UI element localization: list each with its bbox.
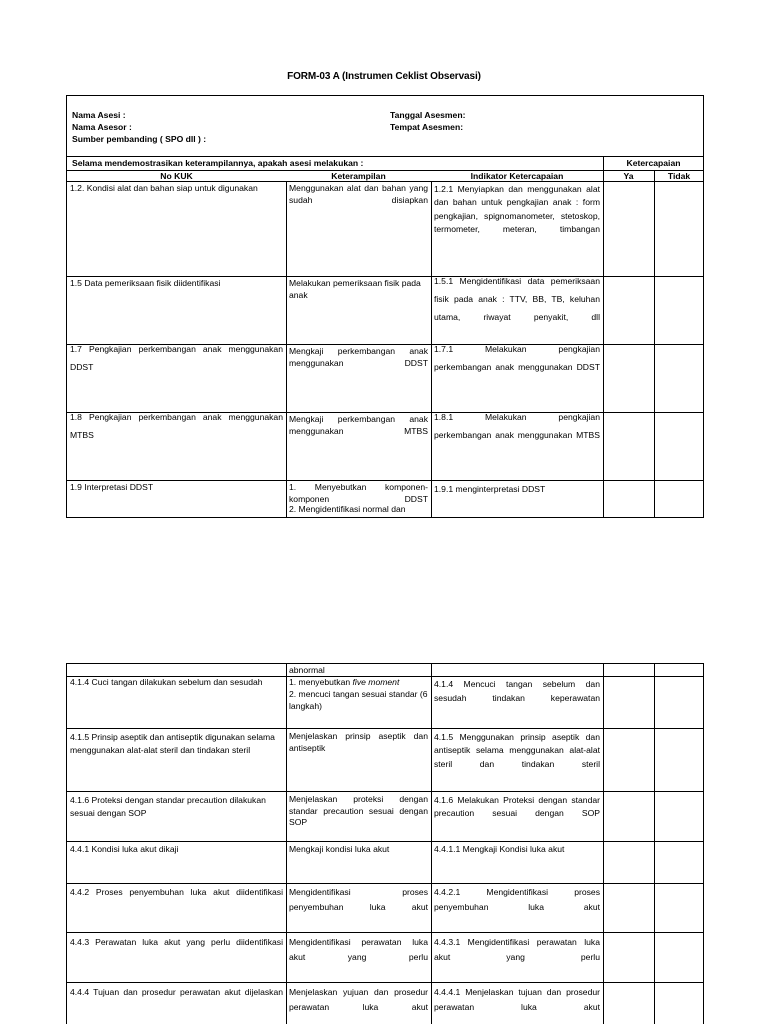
keterampilan-cell: Mengidentifikasi proses penyembuhan luka akut [289, 887, 428, 913]
keterampilan-continuation: abnormal [289, 665, 325, 675]
observation-form-table-continued [66, 663, 704, 1024]
keterampilan-cell-continued: 2. Mengidentifikasi normal dan [289, 504, 406, 514]
indikator-cell: 4.4.2.1 Mengidentifikasi proses penyembuhan luka akut [434, 887, 600, 913]
tidak-header: Tidak [667, 171, 691, 181]
indikator-cell: 1.5.1 Mengidentifikasi data pemeriksaan fisik pada anak : TTV, BB, TB, keluhan utama, riwayat penyakit, dll [434, 276, 600, 323]
divider [67, 791, 703, 792]
observation-form-table [66, 95, 704, 518]
keterampilan-cell: Mengidentifikasi perawatan luka akut yang perlu [289, 937, 428, 963]
nama-asesor-label: Nama Asesor : [72, 122, 132, 132]
divider [67, 276, 703, 277]
keterampilan-text: 1. menyebutkan [289, 677, 353, 687]
kuk-cell: 4.1.4 Cuci tangan dilakukan sebelum dan sesudah [70, 677, 263, 687]
kuk-cell: 1.7 Pengkajian perkembangan anak menggunakan DDST [70, 344, 283, 373]
keterampilan-cell: Mengkaji perkembangan anak menggunakan MTBS [289, 414, 428, 436]
divider [603, 156, 604, 517]
keterampilan-cell: Melakukan pemeriksaan fisik pada anak [289, 278, 421, 300]
divider [67, 841, 703, 842]
tanggal-asesmen-label: Tanggal Asesmen: [390, 110, 466, 120]
kuk-cell: 4.4.2 Proses penyembuhan luka akut diidentifikasi [70, 887, 283, 897]
ya-header: Ya [623, 171, 634, 181]
keterampilan-cell: Menjelaskan prinsip aseptik dan antiseptik [289, 731, 428, 753]
keterampilan-header: Keterampilan [331, 171, 386, 181]
kuk-cell: 4.4.3 Perawatan luka akut yang perlu diidentifikasi [70, 937, 283, 947]
sumber-pembanding-label: Sumber pembanding ( SPO dll ) : [72, 134, 207, 144]
divider [654, 664, 655, 1024]
keterampilan-cell: Menjelaskan yujuan dan prosedur perawatan luka akut [289, 987, 428, 1013]
kuk-cell: 4.4.1 Kondisi luka akut dikaji [70, 844, 179, 854]
keterampilan-cell: Menjelaskan proteksi dengan standar precaution sesuai dengan SOP [289, 794, 428, 828]
indikator-cell: 4.4.4.1 Menjelaskan tujuan dan prosedur perawatan luka akut [434, 987, 600, 1013]
no-kuk-header: No KUK [160, 171, 193, 181]
kuk-cell: 1.8 Pengkajian perkembangan anak menggunakan MTBS [70, 412, 283, 441]
divider [67, 883, 703, 884]
indikator-cell: 4.1.4 Mencuci tangan sebelum dan sesudah tindakan keperawatan [434, 679, 600, 703]
divider [67, 480, 703, 481]
divider [654, 170, 655, 517]
keterampilan-cell: Mengkaji perkembangan anak menggunakan DDST [289, 346, 428, 368]
keterampilan-cell: 1. Menyebutkan komponen-komponen DDST [289, 482, 428, 504]
keterampilan-cell-continued: 2. mencuci tangan sesuai standar (6 langkah) [289, 689, 428, 711]
keterampilan-cell: Menggunakan alat dan bahan yang sudah disiapkan [289, 183, 428, 205]
kuk-cell: 4.1.6 Proteksi dengan standar precaution dilakukan sesuai dengan SOP [70, 795, 266, 819]
indikator-cell: 4.1.5 Menggunakan prinsip aseptik dan antiseptik selama menggunakan alat-alat steril dan tindakan steril [434, 732, 600, 769]
keterampilan-cell [286, 677, 431, 689]
ketercapaian-header: Ketercapaian [626, 158, 681, 168]
indikator-cell: 4.4.3.1 Mengidentifikasi perawatan luka akut yang perlu [434, 937, 600, 963]
divider [603, 664, 604, 1024]
indikator-cell: 1.2.1 Menyiapkan dan menggunakan alat dan bahan untuk pengkajian anak : form pengkajian, spignomanometer, stetoskop, termometer, meteran, timbangan [434, 184, 600, 234]
indikator-cell: 4.1.6 Melakukan Proteksi dengan standar precaution sesuai dengan SOP [434, 795, 600, 819]
divider [67, 156, 703, 157]
kuk-cell: 4.1.5 Prinsip aseptik dan antiseptik digunakan selama menggunakan alat-alat steril dan tindakan steril [70, 732, 275, 756]
keterampilan-cell: Mengkaji kondisi luka akut [289, 844, 390, 854]
indikator-header: Indikator Ketercapaian [470, 171, 564, 181]
keterampilan-emphasis: five moment [352, 677, 400, 687]
nama-asesi-label: Nama Asesi : [72, 110, 126, 120]
indikator-cell: 1.7.1 Melakukan pengkajian perkembangan anak menggunakan DDST [434, 344, 600, 373]
tempat-asesmen-label: Tempat Asesmen: [390, 122, 464, 132]
kuk-cell: 4.4.4 Tujuan dan prosedur perawatan akut dijelaskan [70, 987, 283, 997]
indikator-cell: 1.8.1 Melakukan pengkajian perkembangan anak menggunakan MTBS [434, 412, 600, 441]
divider [67, 982, 703, 983]
kuk-cell: 1.5 Data pemeriksaan fisik diidentifikasi [70, 278, 221, 288]
divider [67, 932, 703, 933]
kuk-cell: 1.9 Interpretasi DDST [70, 482, 154, 492]
indikator-cell: 1.9.1 menginterpretasi DDST [434, 484, 546, 494]
indikator-cell: 4.4.1.1 Mengkaji Kondisi luka akut [434, 844, 565, 854]
divider [67, 728, 703, 729]
kuk-cell: 1.2. Kondisi alat dan bahan siap untuk digunakan [70, 183, 258, 193]
form-title: FORM-03 A (Instrumen Ceklist Observasi) [287, 71, 481, 82]
question-text: Selama mendemostrasikan keterampilannya, apakah asesi melakukan : [72, 158, 364, 168]
